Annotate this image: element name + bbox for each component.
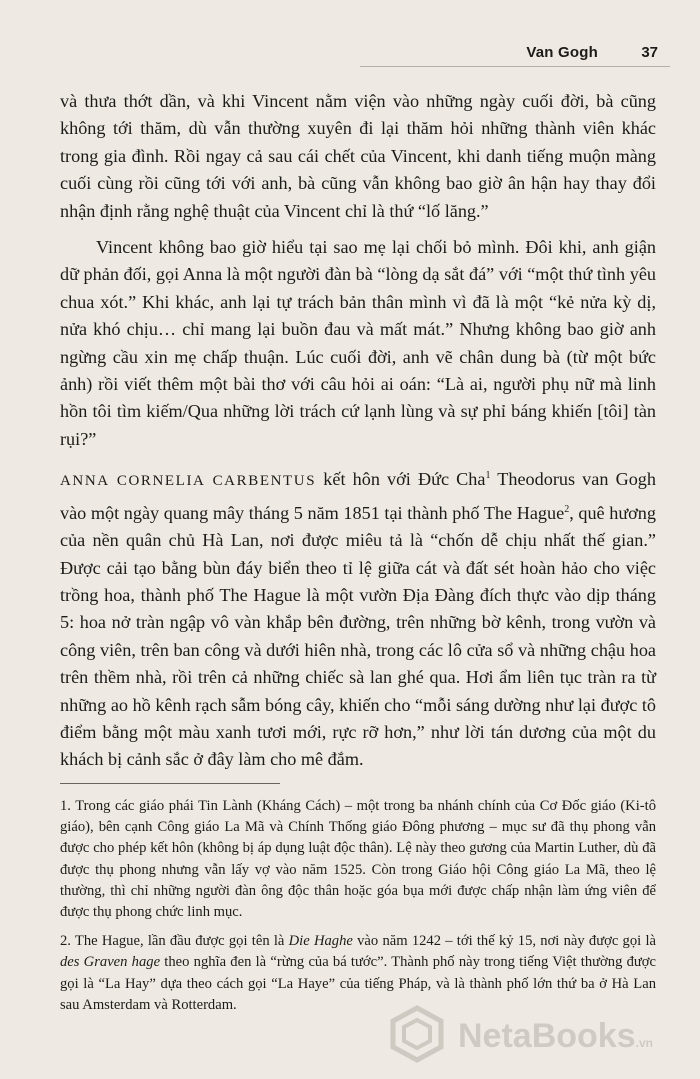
paragraph-3-part-b: Theodorus van Gogh vào một ngày quang mây tháng 5 năm 1851 tại thành phố The Hague	[60, 469, 656, 523]
footnote-2-part-b: vào năm 1242 – tới thế kỷ 15, nơi này được gọi là	[352, 933, 656, 950]
watermark-brand: NetaBooks	[458, 1017, 636, 1055]
footnote-divider	[60, 783, 280, 784]
paragraph-2: Vincent không bao giờ hiểu tại sao mẹ lại chối bỏ mình. Đôi khi, anh giận dữ phản đối, gọi Anna là một người đàn bà “lòng dạ sắt đá” với “một thứ tình yêu chua xót.” Khi khác, anh lại tự trách bản thân mình vì đã là một “kẻ nửa kỳ dị, nửa khó chịu… chỉ mang lại buồn đau và mất mát.” Nhưng không bao giờ anh ngừng cầu xin mẹ chấp thuận. Lúc cuối đời, anh vẽ chân dung bà (từ một bức ảnh) rồi viết thêm một bài thơ với câu hỏi ai oán: “Là ai, người phụ nữ mà linh hồn tôi tìm kiếm/Qua những lời trách cứ lạnh lùng và sự phỉ báng khiến [tôi] tàn rụi?”	[60, 237, 656, 449]
footnote-2-italic-1: Die Haghe	[288, 933, 353, 950]
footnote-2-part-c: theo nghĩa đen là “rừng của bá tước”. Thành phố này trong tiếng Việt thường được gọi là “La Hay” dựa theo cách gọi “La Haye” của tiếng Pháp, và là thành phố lớn thứ ba ở Hà Lan sau Amsterdam và Rotterdam.	[60, 954, 656, 1013]
footnote-1: 1. Trong các giáo phái Tin Lành (Kháng Cách) – một trong ba nhánh chính của Cơ Đốc giáo (Ki-tô giáo), bên cạnh Công giáo La Mã và Chính Thống giáo Đông phương – mục sư đã thụ phong vẫn được cho phép kết hôn (không bị áp dụng luật độc thân). Lệ này theo gương của Martin Luther, dù đã được thụ phong nhưng vẫn lấy vợ vào năm 1525. Còn trong Giáo hội Công giáo La Mã, theo lệ thường, thì chỉ những người đàn ông độc thân hoặc góa bụa mới được chấp nhận làm ứng viên để được thụ phong chức linh mục.	[60, 798, 656, 921]
footnote-ref-1[interactable]: 1	[485, 470, 491, 482]
smallcaps-lead: ANNA CORNELIA CARBENTUS	[60, 473, 317, 490]
paragraph-3-part-a: kết hôn với Đức Cha	[316, 469, 486, 490]
watermark	[388, 1005, 678, 1065]
header-rule	[360, 66, 670, 67]
footnote-ref-2[interactable]: 2	[564, 503, 570, 515]
footnote-2	[60, 931, 656, 1016]
footnote-2-italic-2: des Graven hage	[60, 954, 161, 971]
footnotes	[60, 796, 656, 1024]
paragraph-3	[60, 462, 656, 774]
watermark-suffix: .vn	[635, 1036, 653, 1050]
watermark-text	[458, 1017, 653, 1056]
running-title: Van Gogh	[526, 44, 598, 61]
body-text	[60, 88, 656, 783]
paragraph-3-part-c: , quê hương của nền quân chủ Hà Lan, nơi được miêu tả là “chốn dễ chịu nhất thế gian.” Được cải tạo bằng bùn đáy biển theo tỉ lệ giữa cát và đất sét hoàn hảo cho việc trồng hoa, thành phố The Hague là một vườn Địa Đàng đích thực vào dịp tháng 5: hoa nở tràn ngập vô vàn khắp bên đường, trên những bờ kênh, trong vườn và công viên, trên ban công và dưới hiên nhà, trong các lô cửa sổ và những chậu hoa trên thềm nhà, rồi trên cả những chiếc sà lan ghé qua. Hơi ẩm liên tục tràn ra từ những ao hồ kênh rạch sẫm bóng cây, khiến cho “mỗi sáng dường như lại được tô điểm bằng một màu xanh tươi mới, rực rỡ hơn,” như lời tán dương của một du khách bị cảnh sắc ở đây làm cho mê đắm.	[60, 502, 656, 770]
netabooks-logo-icon	[388, 1005, 446, 1063]
page-header	[0, 44, 700, 66]
page-number: 37	[641, 44, 658, 61]
paragraph-1: và thưa thớt dần, và khi Vincent nằm viện vào những ngày cuối đời, bà cũng không tới thăm, dù vẫn thường xuyên đi lại thăm hỏi những thành viên khác trong gia đình. Rồi ngay cả sau cái chết của Vincent, khi danh tiếng muộn màng cuối cùng rồi cũng tới với anh, bà cũng vẫn không bao giờ ân hận hay thay đổi nhận định rằng nghệ thuật của Vincent chỉ là thứ “lố lăng.”	[60, 91, 656, 221]
footnote-2-part-a: 2. The Hague, lần đầu được gọi tên là	[60, 933, 289, 950]
